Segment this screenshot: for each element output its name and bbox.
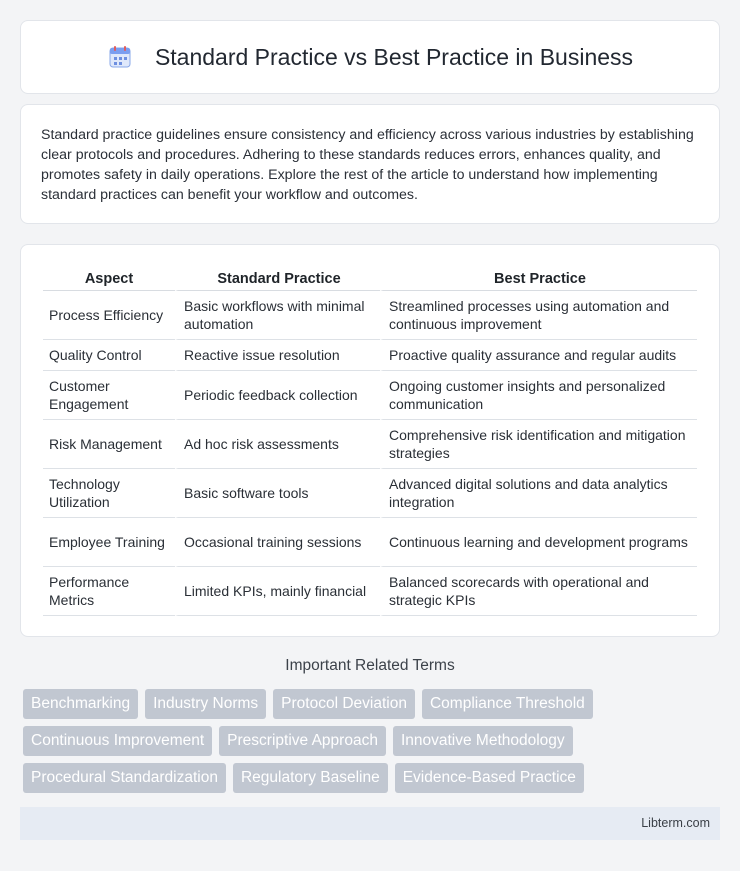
standard-cell: Ad hoc risk assessments: [175, 420, 380, 469]
page-title: Standard Practice vs Best Practice in Business: [154, 43, 634, 70]
aspect-cell: Risk Management: [43, 420, 175, 469]
tag-regulatory-baseline[interactable]: Regulatory Baseline: [233, 763, 388, 793]
best-cell: Streamlined processes using automation and continuous improvement: [380, 291, 697, 340]
tag-industry-norms[interactable]: Industry Norms: [145, 689, 266, 719]
footer: [20, 807, 720, 840]
standard-cell: Basic workflows with minimal automation: [175, 291, 380, 340]
best-cell: Ongoing customer insights and personalized communication: [380, 371, 697, 420]
standard-cell: Periodic feedback collection: [175, 371, 380, 420]
best-cell: Advanced digital solutions and data analytics integration: [380, 469, 697, 518]
header-best-practice: Best Practice: [380, 265, 697, 291]
best-cell: Comprehensive risk identification and mitigation strategies: [380, 420, 697, 469]
tag-row: [23, 763, 723, 793]
calendar-icon: [107, 44, 133, 70]
standard-cell: Reactive issue resolution: [175, 340, 380, 371]
footer-site-link[interactable]: Libterm.com: [641, 816, 710, 830]
best-cell: Continuous learning and development programs: [380, 518, 697, 567]
table-row: [43, 567, 697, 616]
table-row: [43, 518, 697, 567]
header-aspect: Aspect: [43, 265, 175, 291]
related-terms-heading: Important Related Terms: [285, 657, 455, 674]
tag-prescriptive-approach[interactable]: Prescriptive Approach: [219, 726, 386, 756]
aspect-cell: Quality Control: [43, 340, 175, 371]
header-standard-practice: Standard Practice: [175, 265, 380, 291]
intro-paragraph: Standard practice guidelines ensure consistency and efficiency across various industries by establishing clear protocols and procedures. Adhering to these standards reduces errors, enhances quality, and promotes safety in daily operations. Explore the rest of the article to understand how implementing standard practices can benefit your workflow and outcomes.: [41, 127, 694, 203]
title-card: [20, 20, 720, 94]
table-row: [43, 371, 697, 420]
tag-row: [23, 689, 723, 719]
aspect-cell: Process Efficiency: [43, 291, 175, 340]
tag-compliance-threshold[interactable]: Compliance Threshold: [422, 689, 593, 719]
tag-procedural-standardization[interactable]: Procedural Standardization: [23, 763, 226, 793]
table-row: [43, 469, 697, 518]
comparison-table: [43, 265, 697, 616]
tag-row: [23, 726, 723, 756]
tag-benchmarking[interactable]: Benchmarking: [23, 689, 138, 719]
tag-evidence-based-practice[interactable]: Evidence-Based Practice: [395, 763, 584, 793]
table-row: [43, 291, 697, 340]
intro-card: [20, 104, 720, 224]
standard-cell: Occasional training sessions: [175, 518, 380, 567]
best-cell: Balanced scorecards with operational and strategic KPIs: [380, 567, 697, 616]
tag-continuous-improvement[interactable]: Continuous Improvement: [23, 726, 212, 756]
comparison-table-card: [20, 244, 720, 637]
aspect-cell: Performance Metrics: [43, 567, 175, 616]
related-terms-list: [23, 689, 723, 800]
tag-innovative-methodology[interactable]: Innovative Methodology: [393, 726, 573, 756]
standard-cell: Basic software tools: [175, 469, 380, 518]
table-row: [43, 340, 697, 371]
table-row: [43, 420, 697, 469]
aspect-cell: Customer Engagement: [43, 371, 175, 420]
table-header-row: [43, 265, 697, 291]
tag-protocol-deviation[interactable]: Protocol Deviation: [273, 689, 415, 719]
aspect-cell: Employee Training: [43, 518, 175, 567]
best-cell: Proactive quality assurance and regular audits: [380, 340, 697, 371]
aspect-cell: Technology Utilization: [43, 469, 175, 518]
standard-cell: Limited KPIs, mainly financial: [175, 567, 380, 616]
